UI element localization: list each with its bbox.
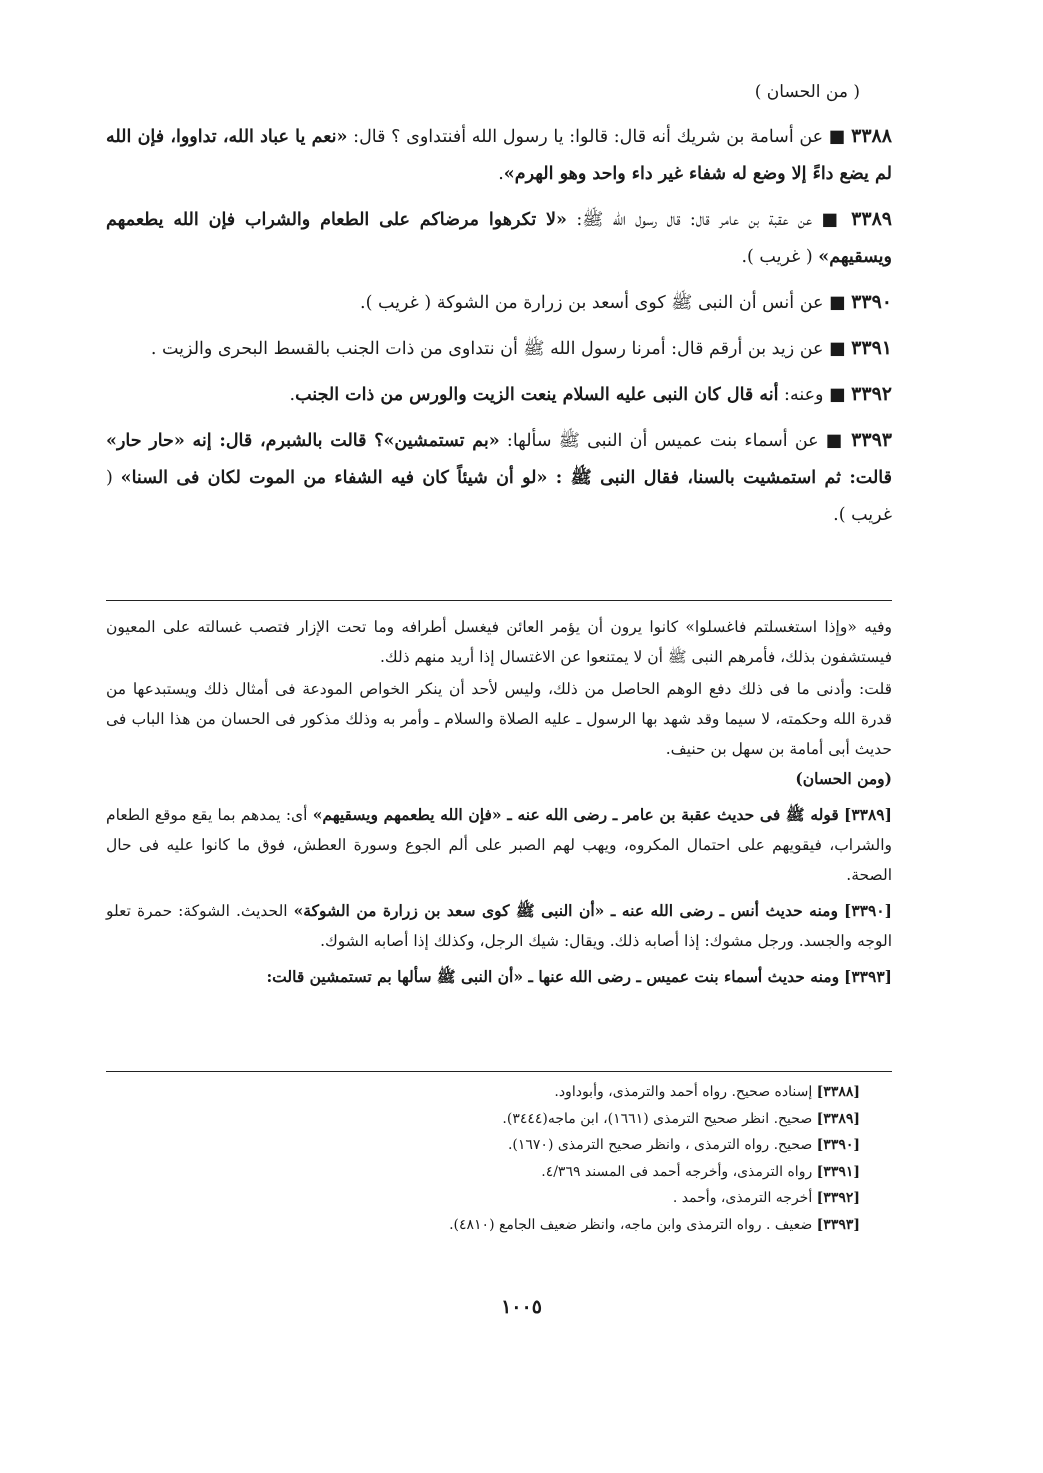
hadith-quote: «بم تستمشين»؟ قالت بالشبرم، قال: إنه «حار حار» قالت: ثم استمشيت بالسنا، فقال النبى ﷺ : «لو أن شيئاً كان فيه الشفاء من الموت لكان فى السنا» — [106, 431, 892, 488]
note-ref: [٣٣٩٠] — [843, 901, 892, 920]
hadith-3389: ٣٣٨٩ ■ عن عقبة بن عامر قال: قال رسول الله ﷺ: «لا تكرهوا مرضاكم على الطعام والشراب فإن الله يطعمهم ويسقيهم» ( غريب ). — [106, 208, 892, 267]
hadith-quote: «لا تكرهوا مرضاكم على الطعام والشراب فإن الله يطعمهم ويسقيهم» — [106, 210, 892, 267]
footnote-ref: [٣٣٨٩] — [816, 1110, 860, 1127]
footnote — [449, 1132, 860, 1159]
footnote — [449, 1212, 860, 1239]
hadith-number: ٣٣٩١ — [851, 337, 892, 359]
note-head: ومنه حديث أسماء بنت عميس ـ رضى الله عنها ـ «أن النبى ﷺ سألها بم تستمشين قالت: — [266, 967, 840, 986]
hadith-tail: ( غريب ). — [106, 468, 892, 525]
commentary-note — [106, 800, 892, 890]
hadith-lead: عن أنس أن النبى ﷺ كوى أسعد بن زرارة من الشوكة — [436, 293, 824, 313]
hadith-3393: ٣٣٩٣ ■ عن أسماء بنت عميس أن النبى ﷺ سألها: «بم تستمشين»؟ قالت بالشبرم، قال: إنه «حار حار» قالت: ثم استمشيت بالسنا، فقال النبى ﷺ : «لو أن شيئاً كان فيه الشفاء من الموت لكان فى السنا» ( غريب ). — [106, 429, 892, 525]
hadith-tail: ( غريب ). — [741, 247, 813, 267]
hadith-quote: أنه قال كان النبى عليه السلام ينعت الزيت والورس من ذات الجنب — [295, 385, 779, 405]
commentary-paragraph: وفيه «وإذا استغسلتم فاغسلوا» كانوا يرون أن يؤمر العائن فيغسل أطرافه وما تحت الإزار فتصب غسالته على المعيون فيستشفون بذلك، فأمرهم النبى ﷺ أن لا يمتنعوا عن الاغتسال إذا أريد منهم ذلك. — [106, 618, 892, 666]
hadith-tail: . — [289, 385, 296, 405]
hadith-lead: وعنه: — [784, 385, 824, 405]
footnote-ref: [٣٣٨٨] — [816, 1084, 860, 1100]
hadith-3391: ٣٣٩١ ■ عن زيد بن أرقم قال: أمرنا رسول الله ﷺ أن نتداوى من ذات الجنب بالقسط البحرى والزيت . — [150, 337, 892, 359]
footnote — [449, 1185, 860, 1212]
footnote — [449, 1159, 860, 1186]
footnote-ref: [٣٣٩١] — [816, 1163, 860, 1180]
footnote-text: صحيح. انظر صحيح الترمذى (١٦٦١)، ابن ماجه(٣٤٤٤). — [502, 1110, 813, 1127]
footnote-text: ضعيف . رواه الترمذى وابن ماجه، وانظر ضعيف الجامع (٤٨١٠). — [449, 1216, 813, 1233]
page-number: ١٠٠٥ — [501, 1296, 542, 1318]
footnote-text: أخرجه الترمذى، وأحمد . — [672, 1190, 813, 1206]
footnotes — [449, 1079, 860, 1238]
commentary-note — [106, 962, 892, 992]
hadith-lead: عن عقبة بن عامر قال: قال رسول الله ﷺ: — [576, 210, 813, 230]
hadith-3392: ٣٣٩٢ ■ وعنه: أنه قال كان النبى عليه السلام ينعت الزيت والورس من ذات الجنب. — [289, 383, 892, 405]
hadith-lead: عن أسماء بنت عميس أن النبى ﷺ سألها: — [506, 431, 819, 451]
section-divider — [106, 600, 892, 601]
commentary — [106, 612, 892, 992]
hadith-number: ٣٣٨٩ — [851, 208, 892, 230]
footnote — [449, 1079, 860, 1106]
hadith-quote: «نعم يا عباد الله، تداووا، فإن الله لم يضع داءً إلا وضع له شفاء غير داء واحد وهو الهرم» — [106, 127, 892, 184]
note-head: قوله ﷺ فى حديث عقبة بن عامر ـ رضى الله عنه ـ «فإن الله يطعمهم ويسقيهم» — [312, 805, 839, 824]
hadith-number: ٣٣٩٠ — [851, 291, 892, 313]
hadith-number: ٣٣٨٨ — [851, 125, 892, 147]
footnote-ref: [٣٣٩٠] — [816, 1137, 860, 1153]
footnote-ref: [٣٣٩٢] — [816, 1190, 860, 1206]
hadith-tail: . — [498, 164, 504, 184]
hadith-3388: ٣٣٨٨ ■ عن أسامة بن شريك أنه قال: قالوا: يا رسول الله أفنتداوى ؟ قال: «نعم يا عباد الله، تداووا، فإن الله لم يضع داءً إلا وضع له شفاء غير داء واحد وهو الهرم». — [106, 125, 892, 184]
note-body: الحديث. الشوكة: حمرة تعلو الوجه والجسد. ورجل مشوك: إذا أصابه ذلك. ويقال: شيك الرجل، وكذلك إذا أصابه الشوك. — [106, 902, 892, 950]
hadith-3390: ٣٣٩٠ ■ عن أنس أن النبى ﷺ كوى أسعد بن زرارة من الشوكة ( غريب ). — [360, 291, 892, 313]
footnote-text: إسناده صحيح. رواه أحمد والترمذى، وأبوداود. — [554, 1084, 813, 1100]
note-ref: [٣٣٨٩] — [843, 805, 892, 824]
commentary-subheading: (ومن الحسان) — [795, 769, 892, 788]
footnote-divider — [106, 1071, 892, 1072]
footnote — [449, 1106, 860, 1133]
note-ref: [٣٣٩٣] — [844, 967, 892, 986]
note-body: أى: يمدهم بما يقع موقع الطعام والشراب، فيقويهم على احتمال المكروه، ويهب لهم الصبر على ألم الجوع وسورة العطش، فوق ما كانوا عليه فى حال الصحة. — [106, 806, 892, 884]
hadith-lead: عن زيد بن أرقم قال: أمرنا رسول الله ﷺ أن نتداوى من ذات الجنب بالقسط البحرى والزيت . — [150, 339, 824, 359]
footnote-ref: [٣٣٩٣] — [816, 1216, 860, 1233]
hadith-tail: ( غريب ). — [360, 293, 432, 313]
hadith-lead: عن أسامة بن شريك أنه قال: قالوا: يا رسول الله أفنتداوى ؟ قال: — [353, 127, 824, 147]
commentary-note — [106, 896, 892, 956]
commentary-paragraph: قلت: وأدنى ما فى ذلك دفع الوهم الحاصل من ذلك، وليس لأحد أن ينكر الخواص المودعة فى أمثال ذلك ويستبدعها من قدرة الله وحكمته، لا سيما وقد شهد بها الرسول ـ عليه الصلاة والسلام ـ وأمر به وذلك مذكور فى الحسان من هذا الباب فى حديث أبى أمامة بن سهل بن حنيف. — [106, 680, 892, 758]
note-head: ومنه حديث أنس ـ رضى الله عنه ـ «أن النبى ﷺ كوى سعد بن زرارة من الشوكة» — [293, 901, 838, 920]
hadith-number: ٣٣٩٣ — [851, 429, 892, 451]
footnote-text: رواه الترمذى، وأخرجه أحمد فى المسند ٤/٣٦٩. — [541, 1163, 813, 1180]
hadith-list — [106, 118, 892, 534]
footnote-text: صحيح. رواه الترمذى ، وانظر صحيح الترمذى (١٦٧٠). — [507, 1137, 813, 1153]
hadith-number: ٣٣٩٢ — [851, 383, 892, 405]
section-heading: ( من الحسان ) — [754, 82, 860, 102]
